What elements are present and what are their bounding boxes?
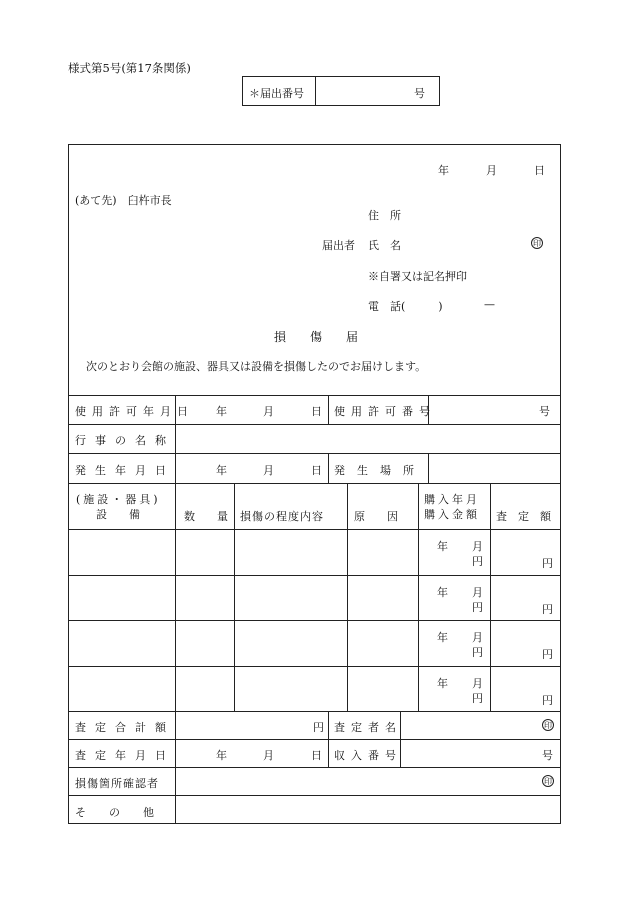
row1-month: 月	[472, 540, 483, 553]
assessor-label: 査定者名	[334, 721, 402, 734]
name-label: 氏 名	[368, 239, 401, 252]
row3-yen: 円	[472, 646, 483, 659]
row4-year: 年	[437, 677, 448, 690]
signature-note: ※自署又は記名押印	[368, 270, 467, 283]
assess-day: 日	[311, 749, 322, 762]
occur-year: 年	[216, 464, 227, 477]
phone-label: 電 話( )	[368, 300, 443, 313]
row1-yen: 円	[472, 555, 483, 568]
facility-header-top: (施設・器具)	[76, 493, 161, 506]
form-title: 損 傷 届	[274, 330, 359, 344]
purchase-header-bottom: 購入金額	[424, 508, 480, 521]
row2-month: 月	[472, 586, 483, 599]
row4-assessed-yen: 円	[542, 694, 553, 707]
date-year: 年	[438, 164, 449, 177]
permit-month: 月	[263, 405, 274, 418]
occur-month: 月	[263, 464, 274, 477]
row4-yen: 円	[472, 692, 483, 705]
confirmer-label: 損傷箇所確認者	[75, 777, 159, 790]
permit-day: 日	[311, 405, 322, 418]
date-month: 月	[486, 164, 497, 177]
permit-no-label: 使用許可番号	[334, 405, 436, 418]
total-suffix: 円	[313, 721, 324, 734]
confirmer-seal-icon: 印	[544, 777, 552, 786]
total-label: 査定合計額	[75, 721, 175, 734]
occur-day: 日	[311, 464, 322, 477]
purchase-header-top: 購入年月	[424, 493, 480, 506]
cause-header: 原 因	[354, 510, 398, 523]
permit-year: 年	[216, 405, 227, 418]
assessor-seal-icon: 印	[544, 721, 552, 730]
occur-date-label: 発生年月日	[75, 464, 175, 477]
row1-year: 年	[437, 540, 448, 553]
filing-number-label: ＊届出番号	[249, 87, 304, 100]
seal-icon: 印	[533, 239, 541, 248]
receipt-label: 収入番号	[334, 749, 402, 762]
permit-no-suffix: 号	[539, 405, 550, 418]
quantity-header: 数 量	[184, 510, 228, 523]
damage-header: 損傷の程度内容	[240, 510, 324, 523]
row2-yen: 円	[472, 601, 483, 614]
row4-month: 月	[472, 677, 483, 690]
recipient: (あて先) 臼杵市長	[75, 194, 172, 207]
filing-number-suffix: 号	[414, 87, 425, 100]
permit-date-label: 使用許可年月日	[75, 405, 194, 418]
intro-text: 次のとおり会館の施設、器具又は設備を損傷したのでお届けします。	[86, 360, 427, 373]
receipt-suffix: 号	[542, 749, 553, 762]
date-day: 日	[534, 164, 545, 177]
row2-assessed-yen: 円	[542, 603, 553, 616]
row2-year: 年	[437, 586, 448, 599]
row3-assessed-yen: 円	[542, 648, 553, 661]
form-reference: 様式第5号(第17条関係)	[68, 61, 191, 75]
applicant-label: 届出者	[322, 239, 355, 252]
assess-month: 月	[263, 749, 274, 762]
assess-year: 年	[216, 749, 227, 762]
event-name-label: 行事の名称	[75, 434, 175, 447]
other-label: そ の 他	[75, 806, 160, 819]
row3-year: 年	[437, 631, 448, 644]
assess-date-label: 査定年月日	[75, 749, 175, 762]
filing-number-box	[242, 76, 440, 106]
row3-month: 月	[472, 631, 483, 644]
row1-assessed-yen: 円	[542, 557, 553, 570]
occur-place-label: 発生場所	[334, 464, 426, 477]
phone-dash: —	[484, 298, 495, 311]
facility-header-bottom: 設 備	[96, 508, 140, 521]
address-label: 住 所	[368, 209, 401, 222]
assessed-header: 査 定 額	[496, 510, 551, 523]
